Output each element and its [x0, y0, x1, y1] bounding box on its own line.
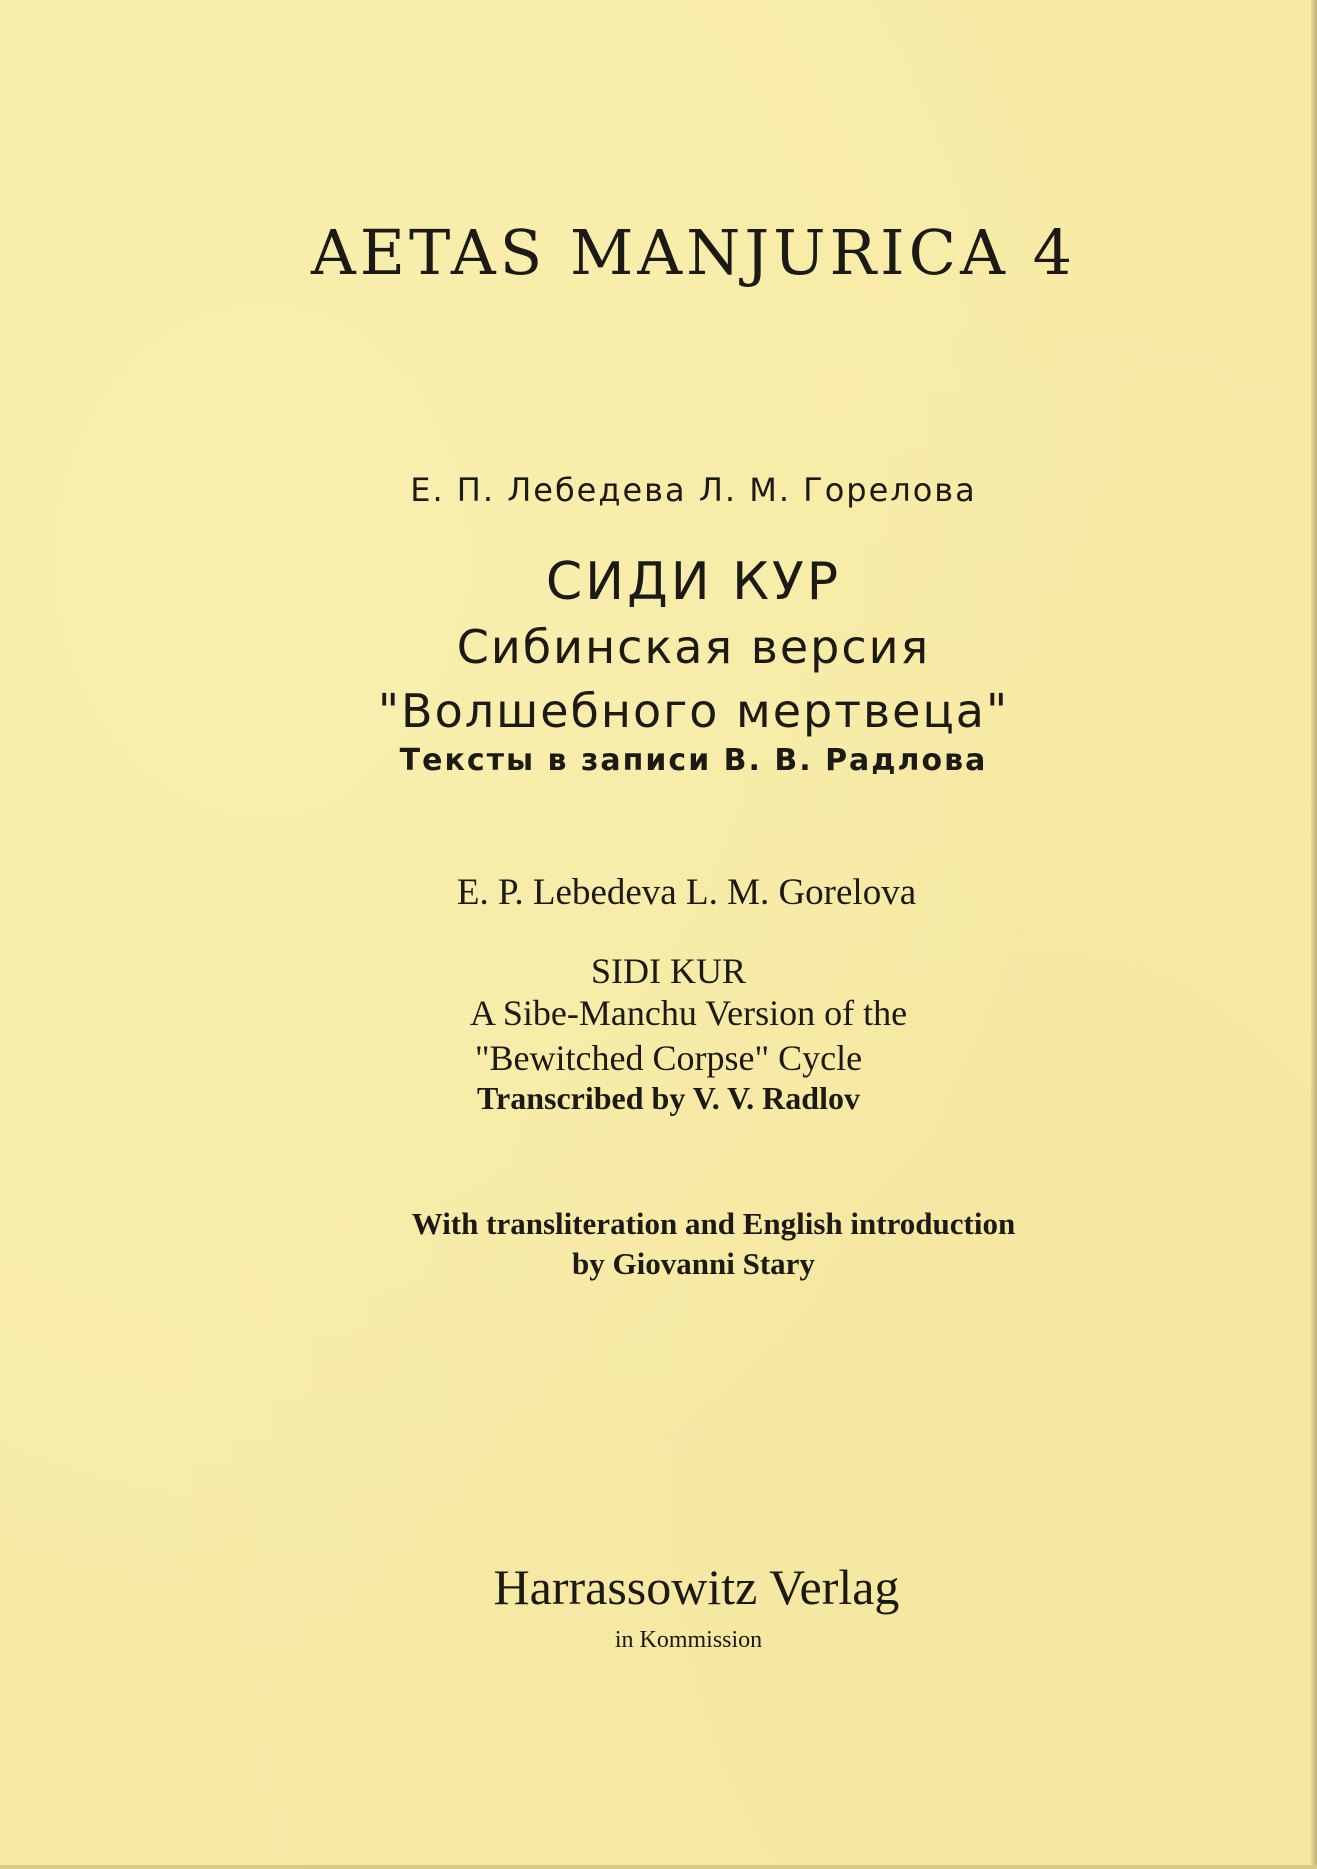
russian-subtitle-line-2: "Волшебного мертвеца" [377, 684, 1010, 738]
english-subtitle-line-1: A Sibe-Manchu Version of the [469, 993, 908, 1033]
russian-subtitle-line-1: Сибинская версия [456, 620, 931, 674]
english-title: SIDI KUR [590, 951, 746, 991]
english-subtitle-line-3: Transcribed by V. V. Radlov [477, 1080, 860, 1116]
cover-right-edge [1311, 0, 1317, 1869]
publisher-name: Harrassowitz Verlag [493, 1559, 900, 1615]
russian-authors: Е. П. Лебедева Л. М. Горелова [410, 471, 977, 509]
introduction-line-1: With transliteration and English introduction [411, 1206, 1016, 1241]
series-title: AETAS MANJURICA 4 [310, 216, 1077, 289]
russian-subtitle-line-3: Тексты в записи В. В. Радлова [399, 743, 988, 778]
publisher-note: in Kommission [614, 1627, 763, 1653]
cover-bottom-edge [0, 1865, 1317, 1869]
introduction-line-2: by Giovanni Stary [572, 1246, 815, 1281]
russian-title: СИДИ КУР [545, 552, 842, 612]
english-subtitle-line-2: "Bewitched Corpse" Cycle [474, 1038, 863, 1078]
english-authors: E. P. Lebedeva L. M. Gorelova [456, 872, 917, 913]
